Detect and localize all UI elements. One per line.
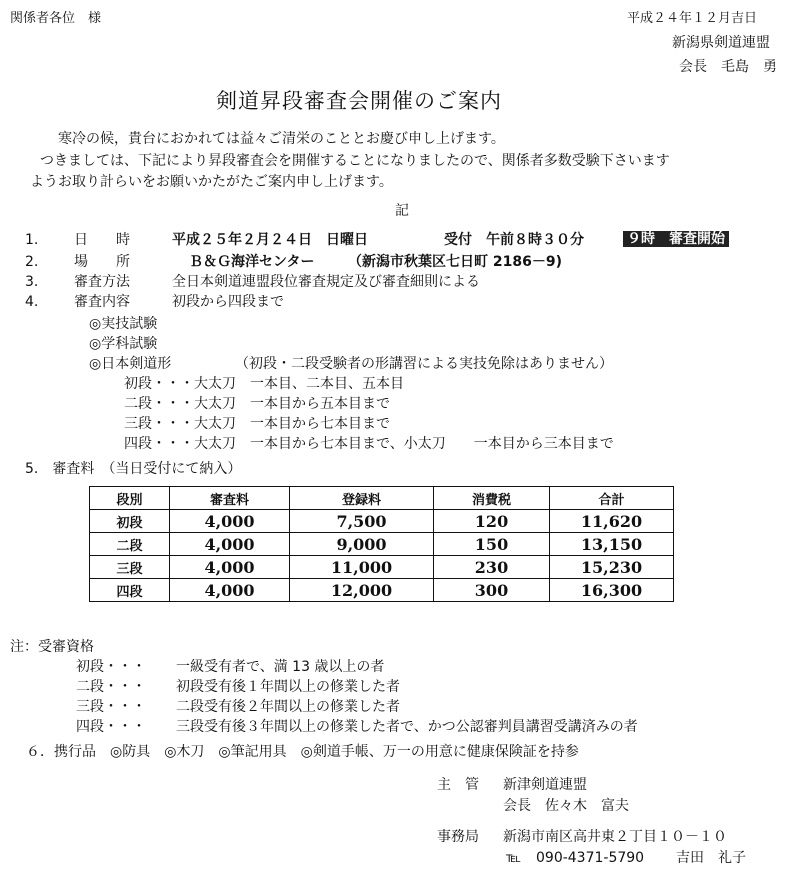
shukan-label: 主 管 xyxy=(437,777,479,793)
kata-row: 初段・・・大太刀 一本目、二本目、五本目 xyxy=(124,376,404,392)
fee-col-header: 登録料 xyxy=(290,487,434,510)
sub-gakka: ◎学科試験 xyxy=(89,336,158,352)
sub-jitsugi: ◎実技試験 xyxy=(89,316,158,332)
issue-date: 平成２４年１２月吉日 xyxy=(627,11,758,26)
page-title: 剣道昇段審査会開催のご案内 xyxy=(216,89,502,113)
intro-line-2: つきましては、下記により昇段審査会を開催することになりましたので、関係者多数受験下さいます xyxy=(40,153,670,169)
fee-cell-dan: 四段 xyxy=(90,579,170,602)
item3-label: 審査方法 xyxy=(74,274,130,290)
ki-mark: 記 xyxy=(395,203,409,219)
note-dan: 四段・・・ xyxy=(76,719,146,735)
note-text: 三段受有後３年間以上の修業した者で、かつ公認審判員講習受講済みの者 xyxy=(176,719,638,735)
intro-line-3: ようお取り計らいをお願いかたがたご案内申し上げます。 xyxy=(30,174,393,190)
jimukyoku-label: 事務局 xyxy=(437,829,479,845)
fee-col-header: 段別 xyxy=(90,487,170,510)
fee-cell: 4,000 xyxy=(170,556,290,579)
item3-num: 3. xyxy=(25,274,39,290)
fee-header-row xyxy=(90,487,674,510)
sub-kata-note: （初段・二段受験者の形講習による実技免除はありません） xyxy=(235,356,613,372)
fee-cell: 9,000 xyxy=(290,533,434,556)
fee-col-header: 消費税 xyxy=(434,487,550,510)
kata-row: 二段・・・大太刀 一本目から五本目まで xyxy=(124,396,390,412)
note-text: 二段受有後２年間以上の修業した者 xyxy=(176,699,400,715)
note-heading: 注：受審資格 xyxy=(10,639,94,655)
item6-belongings: ６．携行品 ◎防具 ◎木刀 ◎筆記用具 ◎剣道手帳、万一の用意に健康保険証を持参 xyxy=(26,744,579,760)
fee-row xyxy=(90,579,674,602)
item2-address: （新潟市秋葉区七日町 2186－9) xyxy=(348,254,562,270)
contact-name: 吉田 礼子 xyxy=(676,850,746,866)
intro-line-1: 寒冷の候，貴台におかれては益々ご清栄のこととお慶び申し上げます。 xyxy=(58,131,505,147)
fee-cell: 230 xyxy=(434,556,550,579)
note-dan: 三段・・・ xyxy=(76,699,146,715)
fee-cell: 4,000 xyxy=(170,533,290,556)
fee-cell: 7,500 xyxy=(290,510,434,533)
fee-cell: 16,300 xyxy=(550,579,674,602)
item1-label: 日 時 xyxy=(74,232,130,248)
fee-cell: 11,000 xyxy=(290,556,434,579)
fee-table xyxy=(89,486,674,602)
item3-value: 全日本剣道連盟段位審査規定及び審査細則による xyxy=(172,274,480,290)
jimukyoku-address: 新潟市南区高井東２丁目１０－１０ xyxy=(503,829,727,845)
fee-cell-dan: 二段 xyxy=(90,533,170,556)
fee-row xyxy=(90,556,674,579)
kata-row: 四段・・・大太刀 一本目から七本目まで、小太刀 一本目から三本目まで xyxy=(124,436,614,452)
recipient: 関係者各位 様 xyxy=(10,11,102,26)
fee-heading: 5. 審査料 （当日受付にて納入） xyxy=(25,461,242,477)
fee-row xyxy=(90,510,674,533)
item2-num: 2. xyxy=(25,254,39,270)
note-text: 一級受有者で、満 13 歳以上の者 xyxy=(176,659,385,675)
shukan-org: 新津剣道連盟 xyxy=(503,777,587,793)
issuer-chair: 会長 毛島 勇 xyxy=(679,59,777,75)
note-dan: 二段・・・ xyxy=(76,679,146,695)
tel-icon: ℡ xyxy=(506,850,522,866)
fee-col-header: 合計 xyxy=(550,487,674,510)
fee-col-header: 審査料 xyxy=(170,487,290,510)
fee-cell: 4,000 xyxy=(170,579,290,602)
fee-cell-dan: 三段 xyxy=(90,556,170,579)
tel-number: 090-4371-5790 xyxy=(536,850,645,866)
note-text: 初段受有後１年間以上の修業した者 xyxy=(176,679,400,695)
item4-value: 初段から四段まで xyxy=(172,294,284,310)
note-dan: 初段・・・ xyxy=(76,659,146,675)
fee-cell: 150 xyxy=(434,533,550,556)
fee-row xyxy=(90,533,674,556)
fee-cell: 15,230 xyxy=(550,556,674,579)
fee-cell: 300 xyxy=(434,579,550,602)
item1-uketsuke: 受付 午前８時３０分 xyxy=(444,232,584,248)
item1-num: 1. xyxy=(25,232,39,248)
issuer-org: 新潟県剣道連盟 xyxy=(672,35,770,51)
item4-label: 審査内容 xyxy=(74,294,130,310)
item1-date: 平成２５年２月２４日 日曜日 xyxy=(172,232,368,248)
item2-place: Ｂ＆Ｇ海洋センター xyxy=(189,254,315,270)
fee-cell: 11,620 xyxy=(550,510,674,533)
fee-cell-dan: 初段 xyxy=(90,510,170,533)
fee-cell: 4,000 xyxy=(170,510,290,533)
fee-cell: 13,150 xyxy=(550,533,674,556)
item4-num: 4. xyxy=(25,294,39,310)
sub-kata: ◎日本剣道形 xyxy=(89,356,172,372)
shukan-chair: 会長 佐々木 富夫 xyxy=(503,798,629,814)
fee-cell: 120 xyxy=(434,510,550,533)
item1-start-highlight: ９時 審査開始 xyxy=(623,231,729,247)
item2-label: 場 所 xyxy=(74,254,130,270)
fee-cell: 12,000 xyxy=(290,579,434,602)
kata-row: 三段・・・大太刀 一本目から七本目まで xyxy=(124,416,390,432)
